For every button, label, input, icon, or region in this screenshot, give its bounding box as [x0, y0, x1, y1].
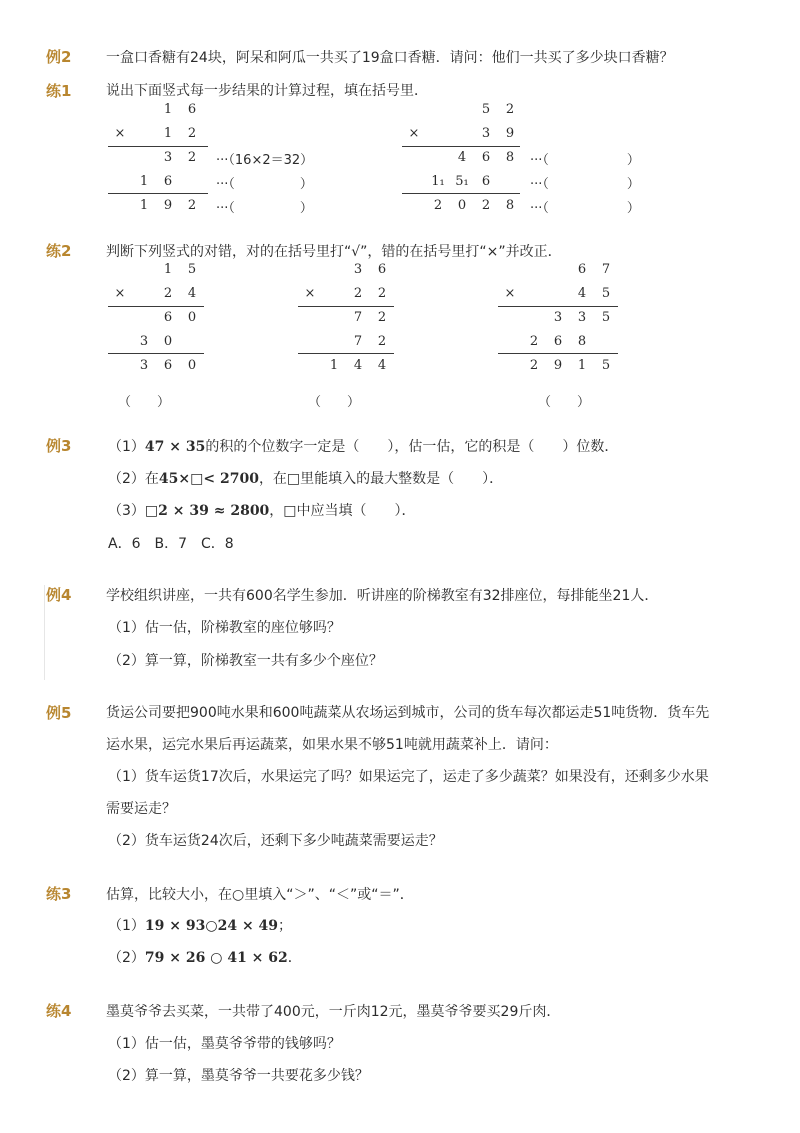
- digit: 9: [505, 125, 515, 141]
- digit: 5: [601, 285, 611, 301]
- example-4-label: 例4: [46, 586, 72, 604]
- digit: 3: [139, 333, 149, 349]
- digit: 6: [481, 149, 491, 165]
- times-sign: ×: [504, 285, 516, 301]
- example-3-label: 例3: [46, 437, 72, 455]
- q1-prefix: （1）: [108, 439, 145, 455]
- digit: 7: [353, 333, 363, 349]
- digit: 1: [329, 357, 339, 373]
- example-2-label: 例2: [46, 48, 72, 66]
- digit: 9: [163, 197, 173, 213]
- q3-prefix: （3）: [108, 503, 145, 519]
- digit: 7: [353, 309, 363, 325]
- vertical-calc-67x45: [498, 258, 628, 408]
- digit: 5: [481, 101, 491, 117]
- example-2-text: 一盒口香糖有24块，阿呆和阿瓜一共买了19盒口香糖．请问：他们一共买了多少块口香糖？: [106, 50, 674, 66]
- example-3-q3: [108, 500, 416, 520]
- digit: 6: [163, 309, 173, 325]
- practice-3-q1: [108, 915, 292, 935]
- digit: 1: [139, 197, 149, 213]
- section-margin-line: [44, 585, 45, 680]
- q1-suffix: ；: [278, 918, 293, 934]
- digit: 7: [601, 261, 611, 277]
- step-note: ···（16×2＝32）: [216, 153, 314, 168]
- practice-4-label: 练4: [46, 1002, 72, 1020]
- practice-4-q1: （1）估一估，墨莫爷爷带的钱够吗？: [108, 1036, 341, 1052]
- example-3-q1: [108, 436, 618, 456]
- digit: 2: [529, 333, 539, 349]
- q2-suffix: ．: [287, 950, 302, 966]
- digit: 6: [481, 173, 491, 189]
- vertical-calc-15x24: [108, 258, 218, 408]
- q2-expression: 45×□< 2700: [158, 471, 259, 487]
- example-4-q1: （1）估一估，阶梯教室的座位够吗？: [108, 620, 341, 636]
- digit: 2: [187, 125, 197, 141]
- practice-1-text: 说出下面竖式每一步结果的计算过程，填在括号里．: [106, 83, 428, 99]
- example-5-q2: （2）货车运货24次后，还剩下多少吨蔬菜需要运走？: [108, 833, 443, 849]
- digit: 3: [163, 149, 173, 165]
- example-3-q2: [108, 468, 503, 488]
- answer-paren[interactable]: ···（ ）: [530, 153, 640, 168]
- digit: 4: [577, 285, 587, 301]
- digit: 8: [577, 333, 587, 349]
- digit: 5: [601, 309, 611, 325]
- example-5-text-1: 货运公司要把900吨水果和600吨蔬菜从农场运到城市，公司的货车每次都运走51吨货物．货车先: [106, 705, 710, 721]
- digit: 1: [139, 173, 149, 189]
- times-sign: ×: [304, 285, 316, 301]
- practice-4-q2: （2）算一算，墨莫爷爷一共要花多少钱？: [108, 1068, 369, 1084]
- digit: 4: [187, 285, 197, 301]
- practice-2-text: 判断下列竖式的对错，对的在括号里打“√”，错的在括号里打“×”并改正．: [106, 244, 562, 260]
- digit: 0: [457, 197, 467, 213]
- practice-1-label: 练1: [46, 82, 72, 100]
- digit: 3: [353, 261, 363, 277]
- q2-prefix: （2）: [108, 950, 145, 966]
- q1-prefix: （1）: [108, 918, 145, 934]
- practice-4-text: 墨莫爷爷去买菜，一共带了400元，一斤肉12元，墨莫爷爷要买29斤肉．: [106, 1004, 561, 1020]
- example-4-text: 学校组织讲座，一共有600名学生参加．听讲座的阶梯教室有32排座位，每排能坐21人．: [106, 588, 659, 604]
- digit: 2: [353, 285, 363, 301]
- example-3-options: A．6 B．7 C．8: [108, 536, 234, 552]
- digit: 4: [353, 357, 363, 373]
- digit: 2: [163, 285, 173, 301]
- digit: 0: [187, 309, 197, 325]
- q2-text: ，在□里能填入的最大整数是（ ）．: [258, 471, 504, 487]
- digit: 2: [187, 197, 197, 213]
- answer-paren[interactable]: ···（ ）: [216, 177, 313, 192]
- times-sign: ×: [114, 285, 126, 301]
- digit: 1: [163, 125, 173, 141]
- digit: 6: [377, 261, 387, 277]
- digit: 9: [553, 357, 563, 373]
- digit: 3: [577, 309, 587, 325]
- digit: 6: [163, 357, 173, 373]
- digit: 5: [187, 261, 197, 277]
- digit: 1₁: [431, 173, 445, 189]
- digit: 1: [577, 357, 587, 373]
- answer-paren[interactable]: ···（ ）: [216, 201, 313, 216]
- digit: 5: [601, 357, 611, 373]
- digit: 0: [187, 357, 197, 373]
- vertical-calc-36x22: [298, 258, 408, 408]
- q1-expression: 47 × 35: [144, 439, 206, 455]
- times-sign: ×: [114, 125, 126, 141]
- digit: 0: [163, 333, 173, 349]
- digit: 3: [139, 357, 149, 373]
- q1-expression: 19 × 93○24 × 49: [144, 918, 279, 934]
- digit: 6: [553, 333, 563, 349]
- digit: 4: [377, 357, 387, 373]
- example-5-label: 例5: [46, 704, 72, 722]
- q3-expression: □2 × 39 ≈ 2800: [144, 503, 270, 519]
- answer-paren[interactable]: ···（ ）: [530, 201, 640, 216]
- example-5-q1-line-2: 需要运走？: [106, 801, 176, 817]
- judge-paren[interactable]: （ ）: [538, 395, 591, 410]
- digit: 2: [505, 101, 515, 117]
- example-4-q2: （2）算一算，阶梯教室一共有多少个座位？: [108, 653, 383, 669]
- example-5-text-2: 运水果，运完水果后再运蔬菜，如果水果不够51吨就用蔬菜补上．请问：: [106, 737, 558, 753]
- vertical-calc-16x12: [108, 98, 348, 223]
- judge-paren[interactable]: （ ）: [308, 395, 361, 410]
- digit: 3: [553, 309, 563, 325]
- q1-text: 的积的个位数字一定是（ ），估一估，它的积是（ ）位数．: [205, 439, 619, 455]
- digit: 1: [163, 261, 173, 277]
- digit: 2: [377, 309, 387, 325]
- times-sign: ×: [408, 125, 420, 141]
- digit: 1: [163, 101, 173, 117]
- digit: 8: [505, 197, 515, 213]
- answer-paren[interactable]: ···（ ）: [530, 177, 640, 192]
- practice-3-text: 估算，比较大小，在○里填入“＞”、“＜”或“＝”．: [106, 887, 414, 903]
- digit: 8: [505, 149, 515, 165]
- q2-expression: 79 × 26 ○ 41 × 62: [144, 950, 288, 966]
- digit: 6: [577, 261, 587, 277]
- digit: 2: [481, 197, 491, 213]
- practice-3-q2: [108, 947, 302, 967]
- digit: 6: [163, 173, 173, 189]
- digit: 2: [529, 357, 539, 373]
- example-5-q1-line-1: （1）货车运货17次后，水果运完了吗？如果运完了，运走了多少蔬菜？如果没有，还剩多少水果: [108, 769, 709, 785]
- practice-2-label: 练2: [46, 242, 72, 260]
- practice-3-label: 练3: [46, 885, 72, 903]
- digit: 2: [377, 285, 387, 301]
- digit: 5₁: [455, 173, 469, 189]
- vertical-calc-52x39: [402, 98, 662, 223]
- digit: 4: [457, 149, 467, 165]
- judge-paren[interactable]: （ ）: [118, 395, 171, 410]
- q3-text: ，□中应当填（ ）．: [269, 503, 416, 519]
- digit: 2: [187, 149, 197, 165]
- digit: 3: [481, 125, 491, 141]
- digit: 2: [377, 333, 387, 349]
- digit: 6: [187, 101, 197, 117]
- digit: 2: [433, 197, 443, 213]
- q2-prefix: （2）在: [108, 471, 159, 487]
